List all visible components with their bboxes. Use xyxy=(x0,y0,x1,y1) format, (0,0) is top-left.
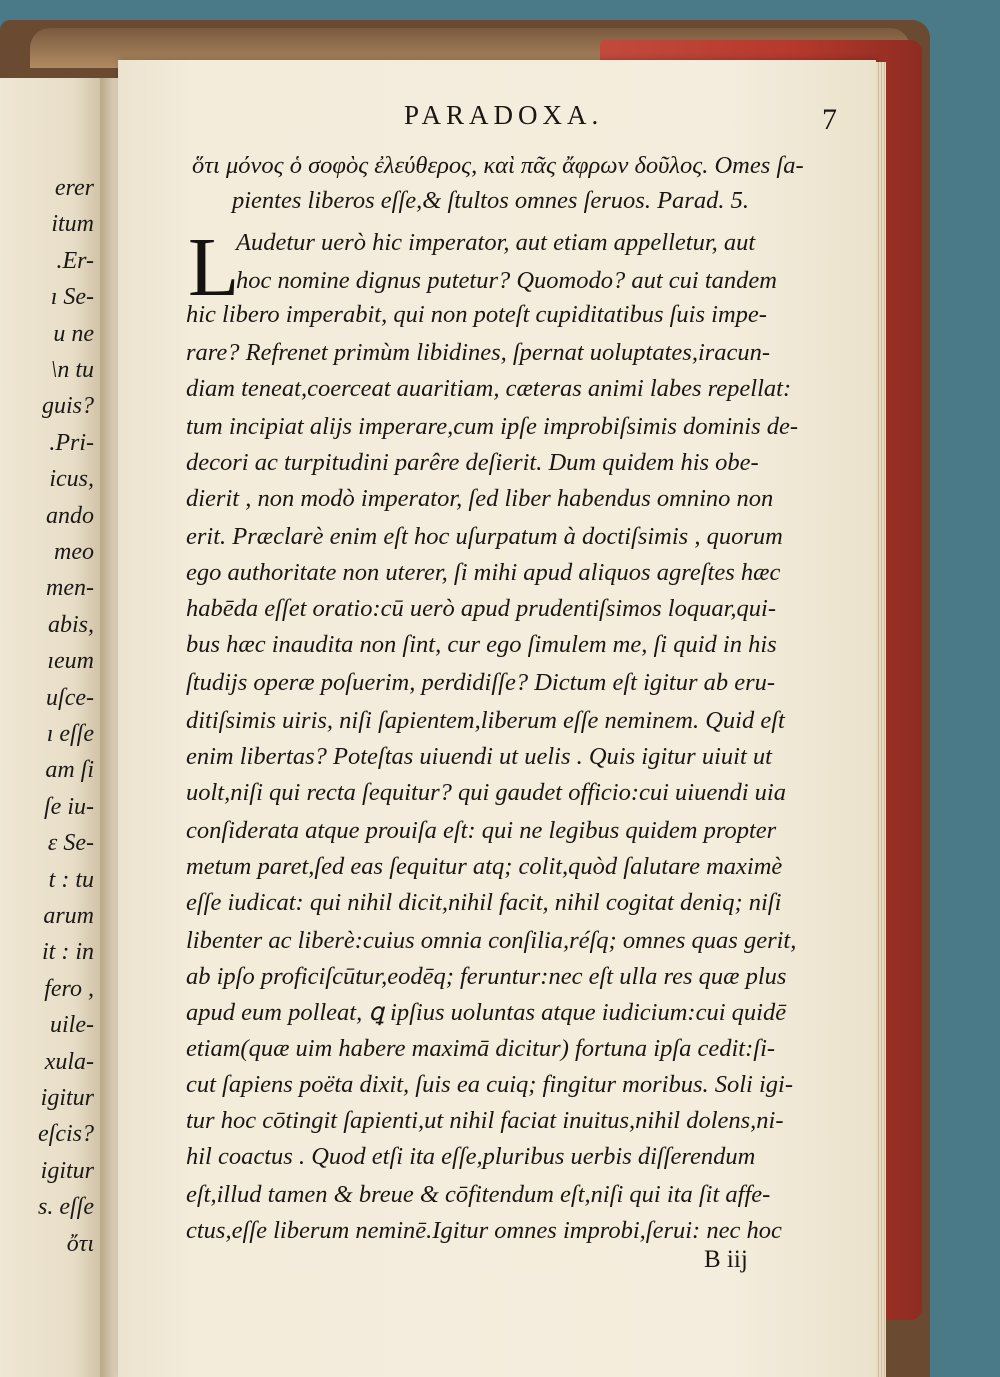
text-line: apud eum polleat, ꝗ ipſius uoluntas atque iudicium:cui quidē xyxy=(186,999,787,1026)
left-page-fragment: ɛ Se- xyxy=(47,830,94,857)
text-line: ab ipſo proficiſcūtur,eodēq; feruntur:nec eſt ulla res quæ plus xyxy=(186,963,787,990)
left-page-fragment: uile- xyxy=(50,1012,94,1039)
left-page-fragment: erer xyxy=(54,175,94,201)
left-page-fragment: igitur xyxy=(40,1157,94,1184)
page-number: 7 xyxy=(822,103,837,136)
text-line: eſſe iudicat: qui nihil dicit,nihil facit, nihil cogitat deniq; niſi xyxy=(186,889,782,916)
text-line: tum incipiat alijs imperare,cum ipſe improbiſsimis dominis de- xyxy=(186,413,799,440)
text-line: rare? Refrenet primùm libidines, ſpernat uoluptates,iracun- xyxy=(186,339,771,366)
text-line: hoc nomine dignus putetur? Quomodo? aut cui tandem xyxy=(236,267,777,294)
left-page-fragment: ὄτι xyxy=(66,1230,94,1257)
left-page-fragment: itum xyxy=(51,211,94,238)
left-page-fragment: .Pri- xyxy=(49,429,94,456)
text-line: hil coactus . Quod etſi ita eſſe,pluribus uerbis diſſerendum xyxy=(186,1143,756,1170)
text-line: metum paret,ſed eas ſequitur atq; colit,quòd ſalutare maximè xyxy=(186,853,783,880)
left-page-fragment: ando xyxy=(46,502,94,529)
left-page-fragment: men- xyxy=(46,575,94,602)
left-page-fragment: .Er- xyxy=(56,247,94,274)
text-line: dierit , non modò imperator, ſed liber habendus omnino non xyxy=(186,485,774,512)
text-line: habēda eſſet oratio:cū uerò apud prudentiſsimos loquar,qui- xyxy=(186,595,776,622)
left-page-fragment: xula- xyxy=(44,1048,94,1075)
left-page-fragment: arum xyxy=(43,903,94,929)
text-line: uolt,niſi qui recta ſequitur? qui gaudet officio:cui uiuendi uia xyxy=(186,779,786,806)
left-page-fragment: ı eſſe xyxy=(46,721,94,747)
left-page-fragment: ſe iu- xyxy=(44,793,94,820)
left-page-fragment: igitur xyxy=(40,1085,94,1111)
left-page-fragment: u ne xyxy=(53,320,94,347)
text-line: ſtudijs operæ poſuerim, perdidiſſe? Dictum eſt igitur ab eru- xyxy=(186,669,776,696)
left-page-fragment: meo xyxy=(54,539,94,565)
left-page-fragment: eſcis? xyxy=(38,1121,94,1148)
text-line: etiam(quæ uim habere maximā dicitur) fortuna ipſa cedit:ſi- xyxy=(186,1035,776,1062)
text-line: hic libero imperabit, qui non poteſt cupiditatibus ſuis impe- xyxy=(186,301,767,328)
left-page-fragment: uſce- xyxy=(46,684,94,711)
left-page-fragment: abis, xyxy=(47,611,94,638)
page-edges xyxy=(876,62,886,1377)
left-page-fragment: guis? xyxy=(41,393,94,420)
left-page-fragment: t : tu xyxy=(48,866,94,893)
running-head: PARADOXA. xyxy=(404,100,604,130)
left-page-fragment: icus, xyxy=(49,466,94,493)
left-page-fragment: s. eſſe xyxy=(38,1194,94,1221)
text-line: erit. Præclarè enim eſt hoc uſurpatum à doctiſsimis , quorum xyxy=(186,523,783,550)
text-line: Audetur uerò hic imperator, aut etiam appelletur, aut xyxy=(236,229,756,256)
text-line: tur hoc cōtingit ſapienti,ut nihil faciat inuitus,nihil dolens,ni- xyxy=(186,1107,784,1134)
left-page-fragment: am ſi xyxy=(45,757,94,784)
left-page-fragment: ı Se- xyxy=(50,284,94,311)
text-line: decori ac turpitudini parêre deſierit. Dum quidem his obe- xyxy=(186,449,759,476)
signature-mark: B iij xyxy=(704,1246,748,1273)
text-line: cut ſapiens poëta dixit, ſuis ea cuiq; fingitur moribus. Soli igi- xyxy=(186,1071,794,1098)
text-line: libenter ac liberè:cuius omnia conſilia,réſq; omnes quas gerit, xyxy=(186,927,797,954)
text-line: ὅτι μόνος ὁ σοφὸς ἐλεύθερος, καὶ πᾶς ἄφρων δοῦλος. Omes ſa- xyxy=(192,152,804,179)
left-page-fragment: \n tu xyxy=(50,357,94,383)
text-line: enim libertas? Poteſtas uiuendi ut uelis . Quis igitur uiuit ut xyxy=(186,743,772,770)
text-line: ctus,eſſe liberum neminē.Igitur omnes improbi,ſerui: nec hoc xyxy=(186,1217,782,1244)
drop-initial: L xyxy=(188,221,240,314)
text-line: ego authoritate non uterer, ſi mihi apud aliquos agreſtes hæc xyxy=(186,559,781,586)
left-page-fragment: fero , xyxy=(44,975,94,1002)
text-line: conſiderata atque prouiſa eſt: qui ne legibus quidem propter xyxy=(186,817,777,844)
left-page-fragment: it : in xyxy=(42,939,94,966)
left-page-fragment: ıeum xyxy=(47,648,94,675)
text-line: pientes liberos eſſe,& ſtultos omnes ſeruos. Parad. 5. xyxy=(232,187,749,214)
text-line: eſt,illud tamen & breue & cōfitendum eſt,niſi qui ita ſit affe- xyxy=(186,1181,771,1208)
text-line: bus hæc inaudita non ſint, cur ego ſimulem me, ſi quid in his xyxy=(186,631,777,658)
text-line: ditiſsimis uiris, niſi ſapientem,liberum eſſe neminem. Quid eſt xyxy=(186,707,785,734)
left-page xyxy=(0,78,104,1377)
text-line: diam teneat,coerceat auaritiam, cæteras animi labes repellat: xyxy=(186,375,792,402)
